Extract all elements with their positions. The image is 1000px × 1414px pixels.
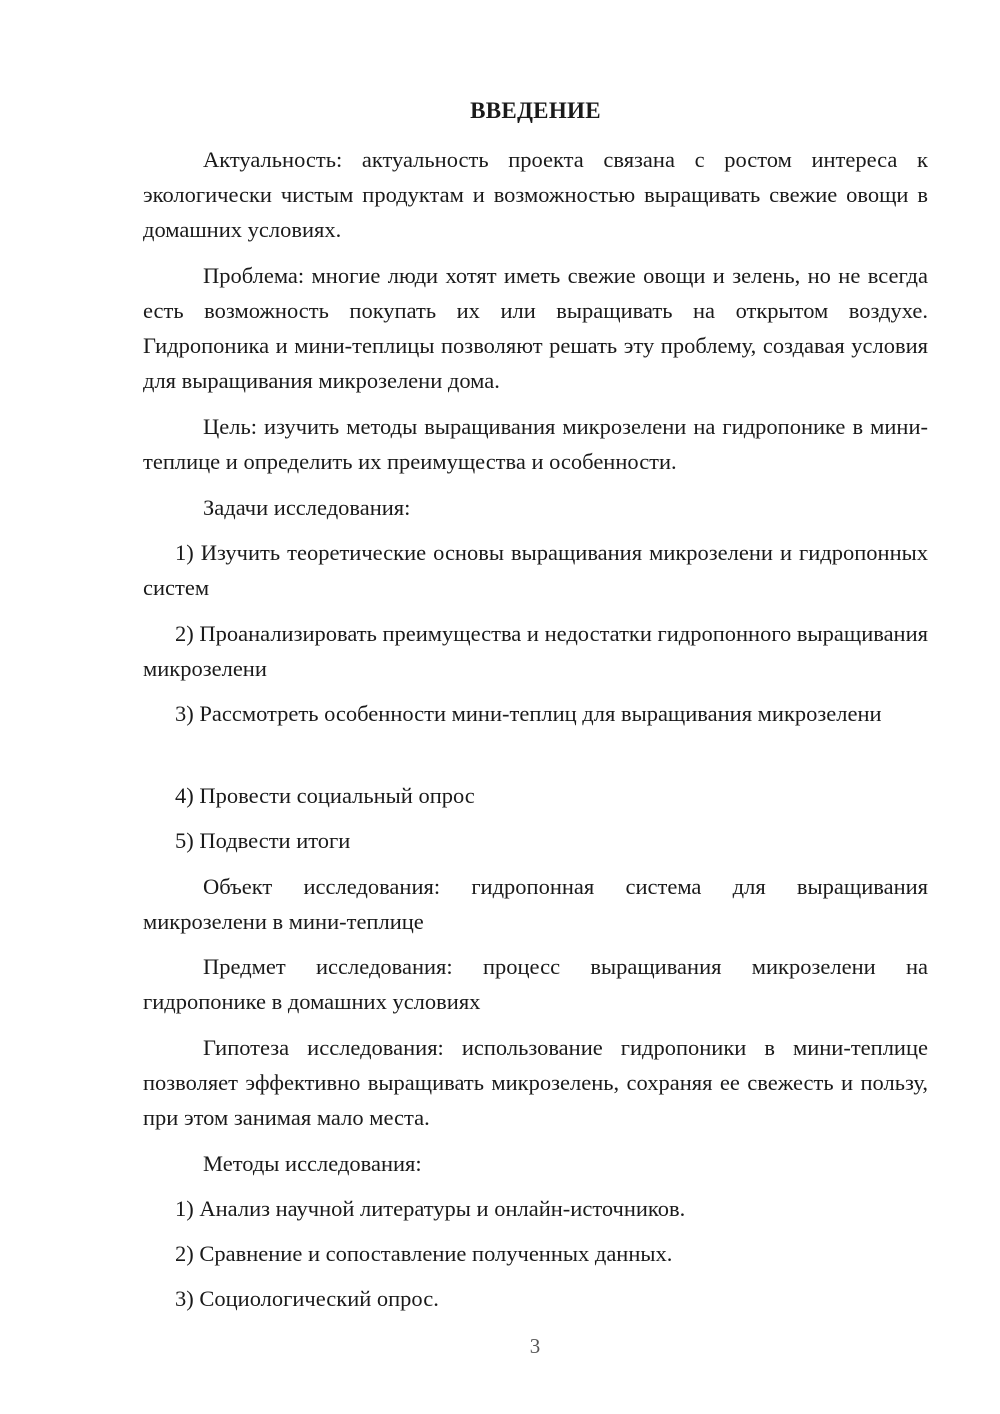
- page-number: 3: [529, 1334, 541, 1358]
- paragraph-hypothesis: Гипотеза исследования: использование гидропоники в мини-теплице позволяет эффективно выращивать микрозелень, сохраняя ее свежесть и пользу, при этом занимая мало места.: [143, 1035, 928, 1130]
- paragraph-object: Объект исследования: гидропонная система для выращивания микрозелени в мини-теплице: [143, 874, 928, 934]
- list-item-task-3: 3) Рассмотреть особенности мини-теплиц для выращивания микрозелени: [175, 701, 882, 726]
- page-title: ВВЕДЕНИЕ: [470, 98, 601, 123]
- paragraph-subject: Предмет исследования: процесс выращивания микрозелени на гидропонике в домашних условиях: [143, 954, 928, 1014]
- list-item-task-4: 4) Провести социальный опрос: [175, 783, 475, 808]
- list-item-task-5: 5) Подвести итоги: [175, 828, 351, 853]
- list-item-task-1: 1) Изучить теоретические основы выращивания микрозелени и гидропонных систем: [143, 540, 928, 600]
- list-item-method-2: 2) Сравнение и сопоставление полученных данных.: [175, 1241, 673, 1266]
- paragraph-problem: Проблема: многие люди хотят иметь свежие овощи и зелень, но не всегда есть возможность покупать их или выращивать на открытом воздухе. Гидропоника и мини-теплицы позволяют решать эту проблему, создавая условия для выращивания микрозелени дома.: [143, 263, 928, 393]
- paragraph-goal: Цель: изучить методы выращивания микрозелени на гидропонике в мини-теплице и определить их преимущества и особенности.: [143, 414, 928, 474]
- paragraph-methods-heading: Методы исследования:: [203, 1151, 422, 1176]
- paragraph-relevance: Актуальность: актуальность проекта связана с ростом интереса к экологически чистым продуктам и возможностью выращивать свежие овощи в домашних условиях.: [143, 147, 928, 242]
- list-item-task-2: 2) Проанализировать преимущества и недостатки гидропонного выращивания микрозелени: [143, 621, 928, 681]
- list-item-method-1: 1) Анализ научной литературы и онлайн-источников.: [175, 1196, 686, 1221]
- list-item-method-3: 3) Социологический опрос.: [175, 1286, 439, 1311]
- paragraph-tasks-heading: Задачи исследования:: [203, 495, 411, 520]
